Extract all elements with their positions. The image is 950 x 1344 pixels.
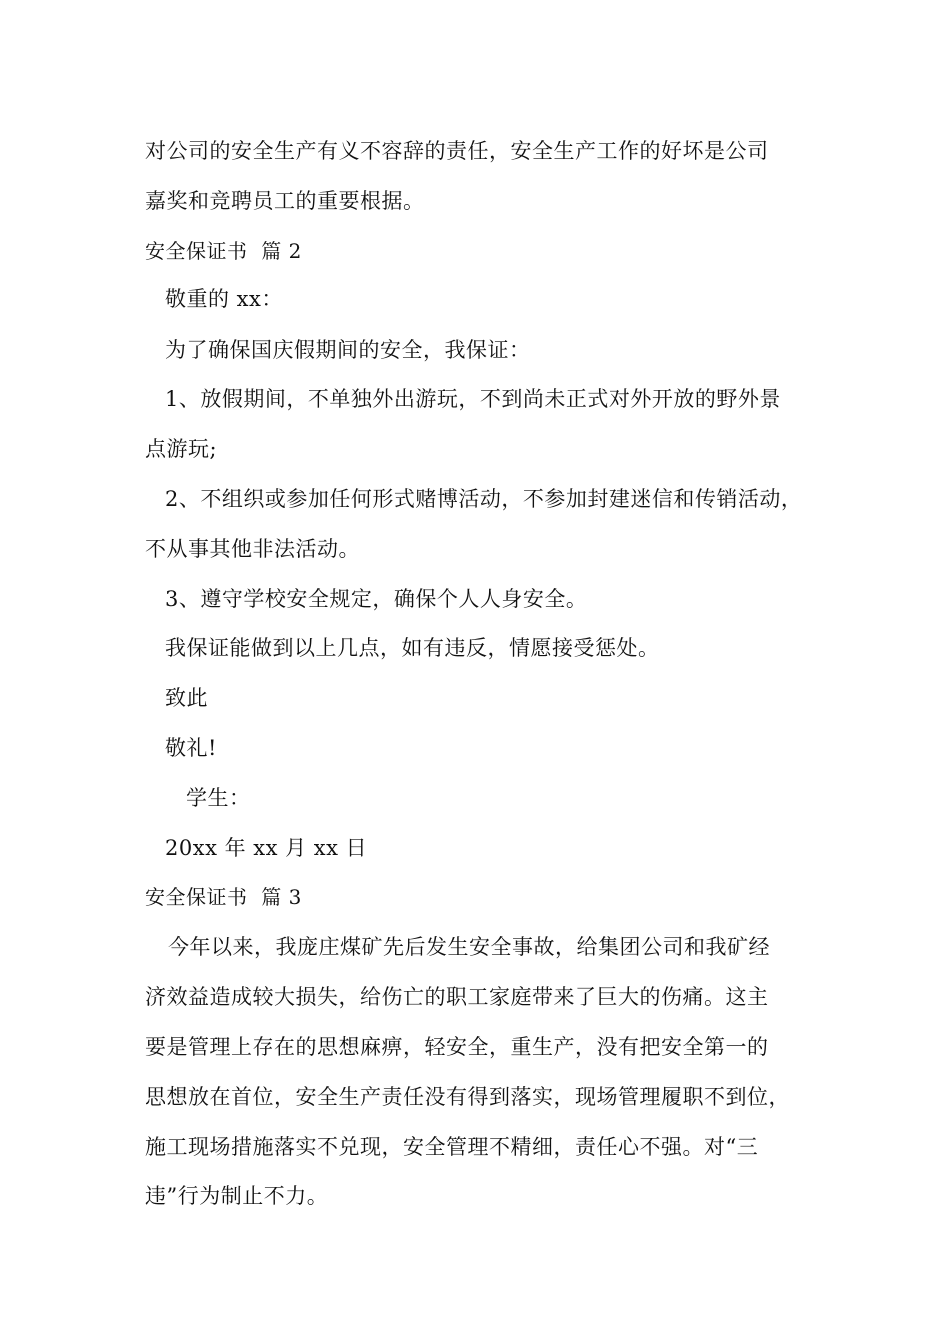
- date-line: 20xx 年 xx 月 xx 日: [165, 836, 368, 860]
- signature-line: 学生：: [186, 786, 251, 810]
- paragraph-line: 为了确保国庆假期间的安全，我保证：: [165, 338, 531, 362]
- list-item: 2、不组织或参加任何形式赌博活动，不参加封建迷信和传销活动，: [165, 487, 803, 511]
- paragraph-line: 我保证能做到以上几点，如有违反，情愿接受惩处。: [165, 636, 660, 660]
- list-item: 3、遵守学校安全规定，确保个人人身安全。: [165, 587, 588, 611]
- salutation: 敬重的 xx：: [165, 287, 283, 311]
- section-heading: 安全保证书 篇 2: [145, 239, 302, 263]
- paragraph-line: 今年以来，我庞庄煤矿先后发生安全事故，给集团公司和我矿经: [168, 935, 770, 959]
- list-item: 1、放假期间，不单独外出游玩，不到尚未正式对外开放的野外景: [165, 387, 781, 411]
- closing-line: 致此: [165, 686, 208, 710]
- paragraph-line: 施工现场措施落实不兑现，安全管理不精细，责任心不强。对“三: [145, 1135, 759, 1159]
- paragraph-line: 对公司的安全生产有义不容辞的责任，安全生产工作的好坏是公司: [145, 139, 769, 163]
- paragraph-line: 不从事其他非法活动。: [145, 537, 360, 561]
- paragraph-line: 点游玩;: [145, 437, 218, 461]
- paragraph-line: 济效益造成较大损失，给伤亡的职工家庭带来了巨大的伤痛。这主: [145, 985, 769, 1009]
- paragraph-line: 违”行为制止不力。: [145, 1184, 329, 1208]
- section-heading: 安全保证书 篇 3: [145, 885, 302, 909]
- paragraph-line: 思想放在首位，安全生产责任没有得到落实，现场管理履职不到位，: [145, 1085, 790, 1109]
- paragraph-line: 嘉奖和竞聘员工的重要根据。: [145, 189, 425, 213]
- closing-line: 敬礼!: [165, 736, 217, 760]
- paragraph-line: 要是管理上存在的思想麻痹，轻安全，重生产，没有把安全第一的: [145, 1035, 769, 1059]
